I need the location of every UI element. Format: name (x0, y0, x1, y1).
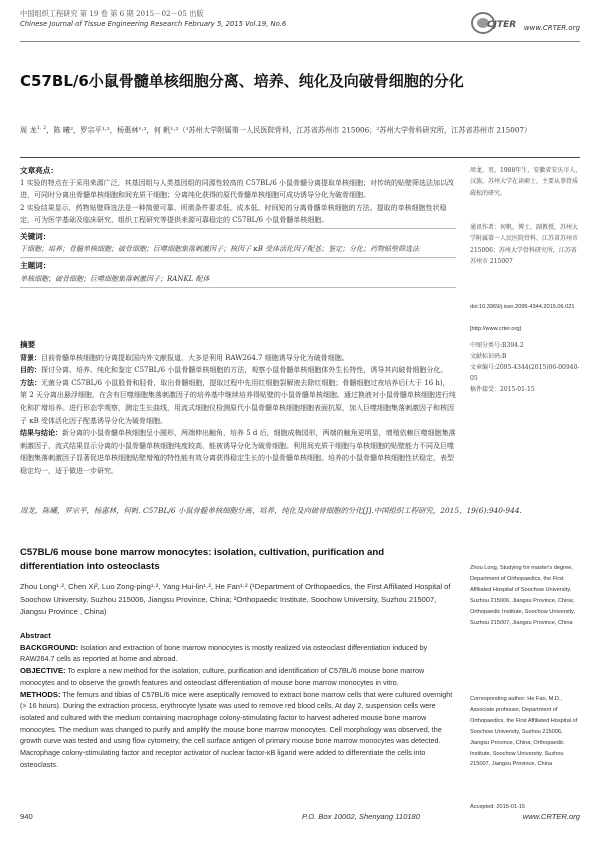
header-divider (20, 41, 580, 42)
section-divider (20, 157, 580, 158)
abstract-en-obj-label: OBJECTIVE: (20, 666, 66, 676)
abstract-cn-heading: 摘要 (20, 340, 36, 349)
author-block-en: Zhou Long¹·², Chen Xi², Luo Zong-ping¹·², Yang Hui-lin¹·², He Fan¹·² (¹Department of Orthopaedics, the First Affiliated Hospital of Soochow University, Suzhou 215006, Jiangsu Province, China; ²Orthopaedic Institute, Soochow University, Suzhou 215007, Jiangsu Province , China) (20, 582, 451, 617)
other-authors-cn: ，陈 曦²，罗宗平¹·²，杨惠林¹·²，何 帆¹·² (46, 125, 179, 135)
journal-header (20, 8, 580, 42)
journal-logo-icon (470, 10, 517, 36)
first-author-cn: 周 龙 (20, 125, 37, 135)
abstract-en-bg-label: BACKGROUND: (20, 642, 79, 652)
abstract-en-objective (20, 665, 456, 688)
abstract-cn-results (20, 427, 456, 477)
logo-text: CJTER (487, 20, 517, 30)
footer-address: P.O. Box 10002, Shenyang 110180 (302, 812, 420, 821)
article-title-cn: C57BL/6小鼠骨髓单核细胞分离、培养、纯化及向破骨细胞的分化 (20, 72, 464, 90)
clc-number: 中图分类号:R394.2 (470, 342, 524, 349)
keywords-title: 关键词： (20, 232, 51, 242)
abstract-en (20, 630, 456, 770)
keywords-divider (20, 228, 456, 229)
abstract-cn-bg-label: 背景： (20, 352, 41, 362)
accept-date-en: Accepted: 2015-01-15 (470, 804, 526, 810)
highlight-1: 1 实验的特点在于采用来源广泛，其基因组与人类基因组的同源性较高的 C57BL/6 小鼠骨髓分离提取单核细胞；对传统的贴壁筛选法加以改进，可同时分离出骨髓单核细胞和间充质干细胞；分离纯化获得的原代骨髓单核细胞可成功诱导分化为破骨细胞。 (20, 179, 454, 200)
accept-date-cn: 稿件接受：2015-01-15 (470, 386, 535, 393)
abstract-cn-objective (20, 364, 456, 377)
abstract-en-method-text: The femurs and tibias of C57BL/6 mice were aseptically removed to extract bone marrow cells that were cultured overnight (> 16 hours). During the extraction process, erythrocyte lysate was used to remove red blood cells. At day 2, suspension cells were isolated and cultured with the medium containing macrophage colony-stimulating factor to harvest adhered mouse bone marrow monocytes. The medium was changed to purify and amplify the mouse bone marrow monocytes. Cell morphology was observed, the growth curve was tested and using flow cytometry, the cell surface antigen of primary mouse bone marrow monocytes was detected. Macrophage colony-stimulating factor and receptor activator of nuclear factor-κB ligand were added to differentiate the cells into osteoclasts. (20, 689, 453, 769)
mesh-text: 单核细胞；破骨细胞；巨噬细胞集落刺激因子；RANKL 配体 (20, 274, 210, 283)
footer-url[interactable]: www.CRTER.org (522, 812, 580, 821)
abstract-en-heading: Abstract (20, 631, 51, 640)
abstract-en-background (20, 642, 456, 665)
page-footer (20, 812, 580, 826)
page-number: 940 (20, 812, 33, 821)
abstract-cn-result-label: 结果与结论： (20, 428, 62, 438)
abstract-cn-result-text: 新分离的小鼠骨髓单核细胞呈小圆形，两端伸出触角，培养 5 d 后，细胞成梅园形，两端的触角更明显，增殖依赖巨噬细胞集落刺激因子，流式结果显示分离的小鼠骨髓单核细胞纯度较高，能被诱导分化为破骨细胞。利用间充质干细胞与单核细胞的贴壁能力不同及巨噬细胞集落刺激因子显著促进单核细胞贴壁增殖的特性能有效分离获得稳定生长的小鼠骨髓单核细胞。培养的小鼠骨髓单核细胞性状稳定，表型稳定均一，适于做进一步研究。 (20, 429, 456, 475)
abstract-cn-method-label: 方法： (20, 377, 41, 387)
abstract-cn-background (20, 352, 456, 365)
journal-link[interactable]: [http://www.crter.org] (470, 326, 521, 332)
highlights-section (20, 165, 456, 290)
highlights-title: 文章亮点： (20, 166, 58, 175)
doi[interactable]: doi:10.3969/j.issn.2095-4344.2015.06.021 (470, 304, 575, 310)
keywords-text: 干细胞；培养；骨髓单核细胞；破骨细胞；巨噬细胞集落刺激因子；核因子 κB 受体活化因子配基；鉴定；分化；药物贴壁筛选法 (20, 245, 420, 254)
mesh-bottom-divider (20, 287, 456, 288)
first-author-sup: 1, 2 (36, 125, 47, 131)
journal-header-en: Chinese Journal of Tissue Engineering Research February 5, 2015 Vol.19, No.6 (20, 20, 287, 28)
highlight-2: 2 实验结果显示，药物贴壁筛选法是一种简便可靠、所需条件要求低、成本低、时间短的分离骨髓单核细胞的方法。提取的单核细胞性状稳定，可为医学基础及临床研究、组织工程研究等提供来源可靠稳定的 C57BL/6 小鼠骨髓单核细胞。 (20, 203, 447, 224)
abstract-cn-bg-text: 目前骨髓单核细胞的分离提取国内外文献报道，大多是利用 RAW264.7 细胞诱导分化为破骨细胞。 (41, 353, 349, 362)
document-code: 文献标识码:B (470, 353, 507, 360)
abstract-en-obj-text: To explore a new method for the isolation, culture, purification and identification of C57BL/6 mouse bone marrow monocytes and to observe the growth features and osteoclast differentiation of mouse bone marrow monocytes in vitro. (20, 666, 425, 687)
article-title-en: C57BL/6 mouse bone marrow monocytes: isolation, cultivation, purification and differentiation into osteoclasts (20, 547, 385, 572)
author-bio-en: Zhou Long, Studying for master's degree, Department of Orthopaedics, the First Affiliated Hospital of Soochow University, Suzhou 215006, Jiangsu Province, China; Orthopaedic Institute, Soochow University, Suzhou 215007, Jiangsu Province, China (470, 565, 575, 626)
affiliation-cn: （¹苏州大学附属第一人民医院骨科，江苏省苏州市 215006；²苏州大学骨科研究所，江苏省苏州市 215007） (178, 125, 532, 135)
abstract-en-bg-text: Isolation and extraction of bone marrow monocytes is mostly realized via osteoclast differentiation induced by RAW264.7 cells as reported at home and abroad. (20, 642, 428, 664)
journal-header-cn: 中国组织工程研究 第 19 卷 第 6 期 2015－02－05 出版 (20, 9, 204, 18)
journal-url[interactable]: www.CRTER.org (523, 24, 580, 32)
abstract-cn-methods (20, 377, 456, 427)
mesh-title: 主题词： (20, 261, 51, 271)
abstract-cn-method-text: 无菌分离 C57BL/6 小鼠股骨和胫骨，取出骨髓细胞，提取过程中先用红细胞裂解液去除红细胞；骨髓细胞过夜培养后(大于 16 h)，第 2 天分离出悬浮细胞，在含有巨噬细胞集落刺激因子的培养基中继续培养得贴壁的小鼠骨髓单核细胞。通过换液对小鼠骨髓单核细胞进行纯化和扩增培养。进行形态学观察，测定生长曲线，用流式细胞仪检测原代小鼠骨髓单核细胞细胞表面抗原，加入巨噬细胞集落刺激因子和核因子 κB 受体活化因子配基诱导分化为破骨细胞。 (20, 378, 456, 425)
citation-cn: 周龙，陈曦，罗宗平，杨惠林，何帆. C57BL/6 小鼠骨髓单核细胞分离、培养、纯化及向破骨细胞的分化[J].中国组织工程研究，2015，19(6):940-944. (20, 506, 522, 515)
abstract-cn (20, 339, 456, 478)
article-number: 文章编号:2095-4344(2015)06-00940-05 (470, 364, 580, 383)
mesh-divider (20, 257, 456, 258)
corresponding-author-en: Corresponding author: He Fan, M.D., Associate professor, Department of Orthopaedics, the First Affiliated Hospital of Soochow University, Suzhou 215006, Jiangsu Province, China; Orthopaedic Institute, Soochow University, Suzhou 215007, Jiangsu Province, China (470, 696, 578, 768)
abstract-cn-obj-label: 目的： (20, 365, 41, 375)
abstract-en-method-label: METHODS: (20, 689, 61, 699)
abstract-en-methods (20, 689, 456, 771)
author-bio-cn: 周龙，男，1988年生，安徽省安庆市人，汉族，苏州大学在读硕士，主要从事骨质疏松的研究。 (470, 167, 582, 197)
corresponding-author-cn: 通讯作者：何帆，博士，副教授，苏州大学附属第一人民医院骨科，江苏省苏州市 215006；苏州大学骨科研究所，江苏省苏州市 215007 (470, 224, 579, 266)
author-block-cn (20, 121, 580, 137)
abstract-cn-obj-text: 探讨分离、培养、纯化和鉴定 C57BL/6 小鼠骨髓单核细胞的方法，观察小鼠骨髓单核细胞体外生长特性，诱导其向破骨细胞分化。 (41, 366, 448, 375)
